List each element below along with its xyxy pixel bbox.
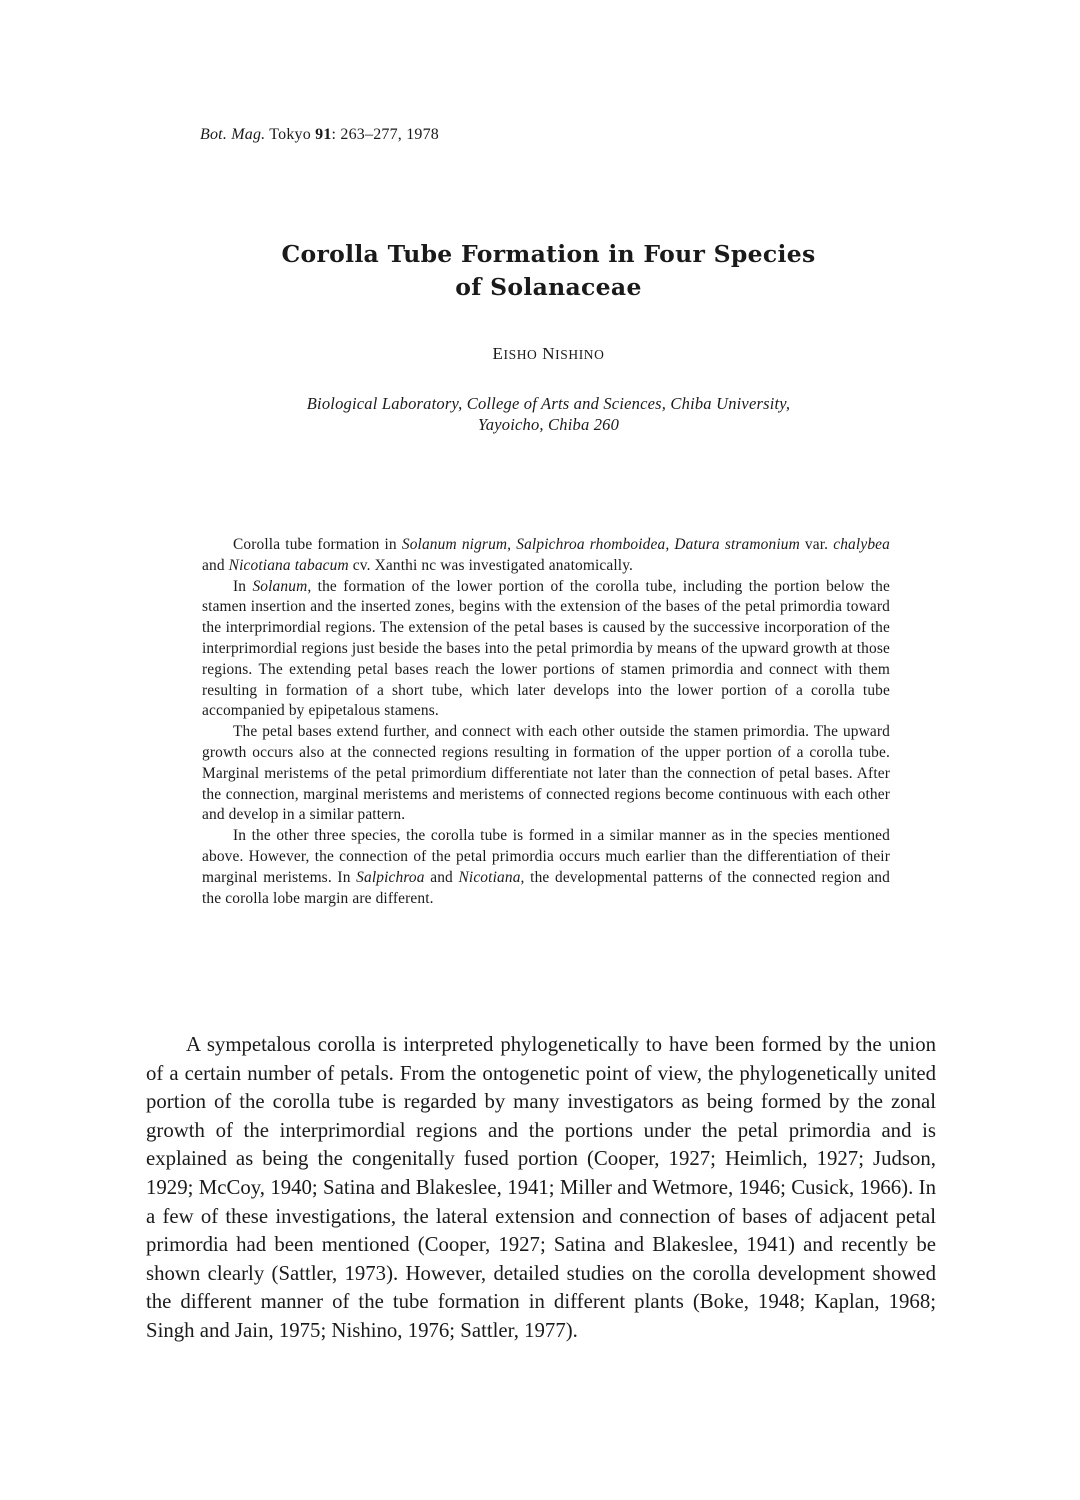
genus-name: Solanum,	[252, 577, 312, 595]
journal-citation	[200, 126, 439, 144]
introduction-paragraph-1: A sympetalous corolla is interpreted phylogenetically to have been formed by the union of a certain number of petals. From the ontogenetic point of view, the phylogenetically united portion of the corolla tube is regarded by many investigators as being formed by the zonal growth of the interprimordial regions and the portions under the petal primordia and is explained as being the congenitally fused portion (Cooper, 1927; Heimlich, 1927; Judson, 1929; McCoy, 1940; Satina and Blakeslee, 1941; Miller and Wetmore, 1946; Cusick, 1966). In a few of these investigations, the lateral extension and connection of bases of adjacent petal primordia had been mentioned (Cooper, 1927; Satina and Blakeslee, 1941) and recently be shown clearly (Sattler, 1973). However, detailed studies on the corolla development showed the different manner of the tube formation in different plants (Boke, 1948; Kaplan, 1968; Singh and Jain, 1975; Nishino, 1976; Sattler, 1977).	[146, 1033, 936, 1342]
author-name	[0, 344, 1080, 364]
author-affiliation	[0, 393, 1080, 435]
journal-volume: 91	[315, 126, 332, 143]
author-last-initial: N	[542, 344, 556, 363]
paper-title-line-1: Corolla Tube Formation in Four Species	[281, 240, 816, 268]
introduction	[146, 1031, 936, 1346]
abstract-paragraph-3: The petal bases extend further, and connect with each other outside the stamen primordia. The upward growth occurs also at the connected regions resulting in formation of the upper portion of a corolla tube. Marginal meristems of the petal primordium differentiate not later than the connection of petal bases. After the connection, marginal meristems and meristems of connected regions become continuous with each other and develop in a similar pattern.	[202, 723, 890, 824]
abstract-paragraph-4	[202, 826, 890, 909]
affiliation-line-1: Biological Laboratory, College of Arts and Sciences, Chiba University,	[306, 394, 791, 413]
author-last-rest: ISHINO	[555, 347, 605, 362]
abstract-text: In the other three species, the corolla tube is formed in a similar manner as in the species mentioned above. However, the connection of the petal primordia occurs much earlier than the differentiation of their marginal meristems. In	[202, 827, 890, 886]
genus-name: Nicotiana,	[458, 868, 525, 886]
paper-title-line-2: of Solanaceae	[455, 273, 642, 301]
abstract-paragraph-1	[202, 535, 890, 577]
abstract-text: the developmental patterns of the connected region and the corolla lobe margin are different.	[202, 868, 890, 907]
abstract-text: and	[424, 868, 459, 886]
journal-pages-year: : 263–277, 1978	[331, 126, 439, 143]
variety-name: chalybea	[833, 536, 890, 553]
abstract-text: Corolla tube formation in	[233, 536, 402, 553]
genus-name: Salpichroa	[356, 868, 425, 886]
journal-name: Bot. Mag.	[200, 126, 266, 143]
abstract-text: the formation of the lower portion of the corolla tube, including the portion below the stamen insertion and the inserted zones, begins with the extension of the bases of the petal primordia toward the interprimordial regions. The extension of the petal bases is caused by the successive incorporation of the interprimordial regions just beside the bases into the petal primordia by means of the upward growth at those regions. The extending petal bases reach the lower portions of stamen primordia and connect with them resulting in formation of a short tube, which later develops into the lower portion of a corolla tube accompanied by epipetalous stamens.	[202, 577, 890, 720]
species-names: Solanum nigrum, Salpichroa rhomboidea, Datura stramonium	[401, 536, 800, 553]
abstract-text: cv. Xanthi nc was investigated anatomically.	[348, 556, 634, 574]
abstract	[202, 535, 890, 909]
abstract-paragraph-2	[202, 577, 890, 723]
abstract-text: var.	[799, 536, 834, 553]
abstract-text: and	[202, 556, 229, 574]
species-name: Nicotiana tabacum	[228, 556, 349, 574]
affiliation-line-2: Yayoicho, Chiba 260	[477, 415, 620, 434]
author-first-rest: ISHO	[503, 347, 538, 362]
journal-city: Tokyo	[269, 126, 311, 143]
paper-title	[0, 238, 1080, 304]
author-first-initial: E	[492, 344, 504, 363]
abstract-text: In	[233, 577, 253, 595]
